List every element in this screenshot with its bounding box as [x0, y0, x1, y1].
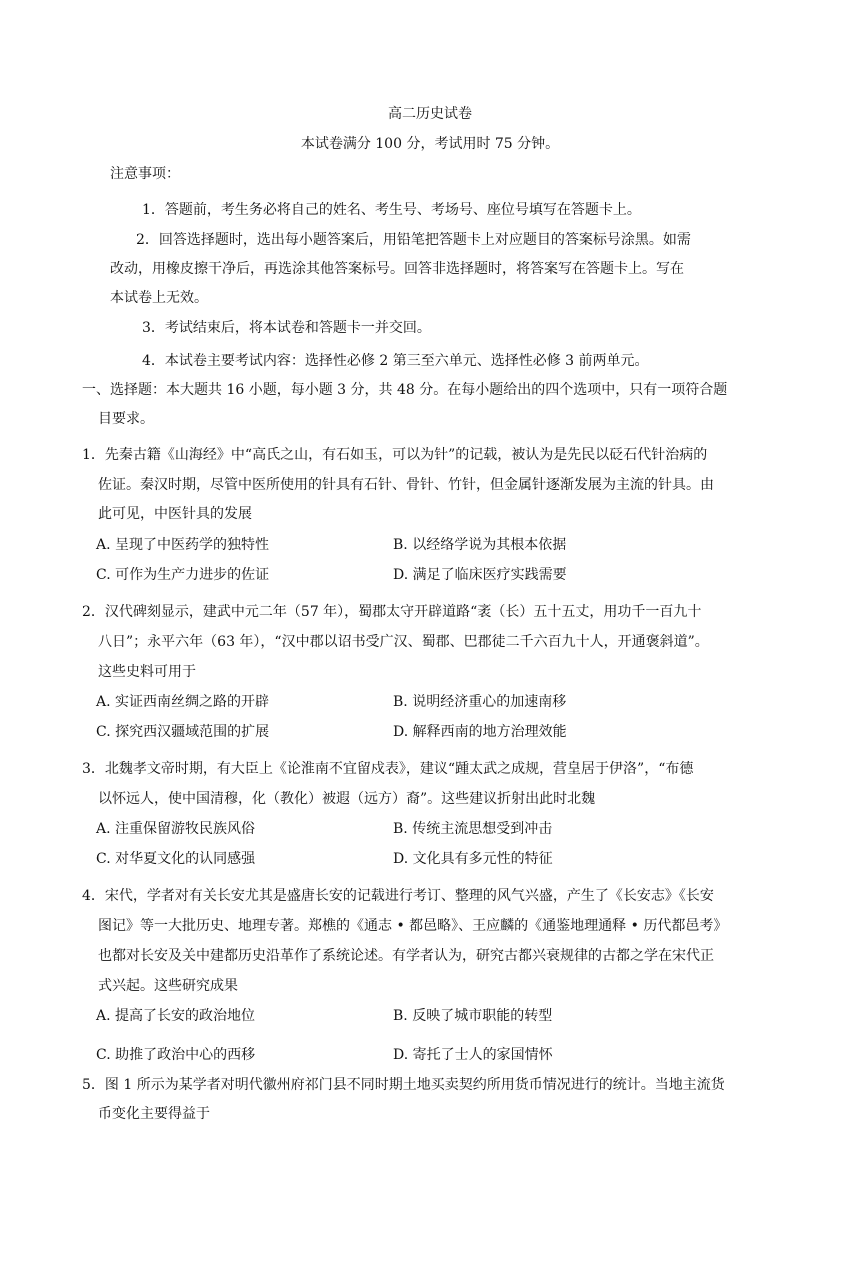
- notice-heading: 注意事项：: [110, 166, 180, 182]
- question-line: 4．宋代，学者对有关长安尤其是盛唐长安的记载进行考订、整理的风气兴盛，产生了《长安志》《长安: [82, 888, 714, 904]
- notice-item: 3．考试结束后，将本试卷和答题卡一并交回。: [142, 320, 431, 336]
- option-a: A. 实证西南丝绸之路的开辟: [96, 694, 270, 710]
- option-b: B. 说明经济重心的加速南移: [393, 694, 567, 710]
- option-c: C. 对华夏文化的认同感强: [96, 851, 256, 867]
- option-b: B. 反映了城市职能的转型: [393, 1008, 553, 1024]
- question-line: 图记》等一大批历史、地理专著。郑樵的《通志 • 都邑略》、王应麟的《通鉴地理通释 • 历代都邑考》: [98, 918, 728, 934]
- question-line: 此可见，中医针具的发展: [98, 506, 252, 522]
- notice-item: 2．回答选择题时，选出每小题答案后，用铅笔把答题卡上对应题目的答案标号涂黑。如需: [136, 232, 691, 248]
- option-c: C. 可作为生产力进步的佐证: [96, 567, 270, 583]
- option-a: A. 注重保留游牧民族风俗: [96, 821, 256, 837]
- page-subtitle: 本试卷满分 100 分，考试用时 75 分钟。: [300, 136, 560, 152]
- option-d: D. 满足了临床医疗实践需要: [393, 567, 567, 583]
- question-line: 八日”；永平六年（63 年），“汉中郡以诏书受广汉、蜀郡、巴郡徒二千六百九十人，开通褒斜道”。: [98, 634, 709, 650]
- question-line: 以怀远人，使中国清穆，化（教化）被遐（远方）裔”。这些建议折射出此时北魏: [98, 791, 596, 807]
- section-heading: 一、选择题：本大题共 16 小题，每小题 3 分，共 48 分。在每小题给出的四个选项中，只有一项符合题: [82, 382, 728, 398]
- question-line: 3．北魏孝文帝时期，有大臣上《论淮南不宜留戍表》，建议“踵太武之成规，营皇居于伊洛”，“布德: [82, 761, 694, 777]
- question-line: 式兴起。这些研究成果: [98, 978, 238, 994]
- notice-item: 本试卷上无效。: [110, 290, 208, 306]
- question-line: 也都对长安及关中建都历史沿革作了系统论述。有学者认为，研究古都兴衰规律的古都之学在宋代正: [98, 948, 714, 964]
- option-d: D. 文化具有多元性的特征: [393, 851, 553, 867]
- option-d: D. 寄托了士人的家国情怀: [393, 1047, 553, 1063]
- question-line: 币变化主要得益于: [98, 1106, 210, 1122]
- option-a: A. 提高了长安的政治地位: [96, 1008, 256, 1024]
- question-line: 5．图 1 所示为某学者对明代徽州府祁门县不同时期土地买卖契约所用货币情况进行的统计。当地主流货: [82, 1077, 725, 1093]
- option-c: C. 助推了政治中心的西移: [96, 1047, 256, 1063]
- notice-item: 改动，用橡皮擦干净后，再选涂其他答案标号。回答非选择题时，将答案写在答题卡上。写在: [110, 261, 684, 277]
- question-line: 1．先秦古籍《山海经》中“高氏之山，有石如玉，可以为针”的记载，被认为是先民以砭石代针治病的: [82, 447, 708, 463]
- option-c: C. 探究西汉疆域范围的扩展: [96, 724, 270, 740]
- question-line: 佐证。秦汉时期，尽管中医所使用的针具有石针、骨针、竹针，但金属针逐渐发展为主流的针具。由: [98, 477, 714, 493]
- page-title: 高二历史试卷: [388, 106, 472, 122]
- notice-item: 4．本试卷主要考试内容：选择性必修 2 第三至六单元、选择性必修 3 前两单元。: [142, 353, 649, 369]
- option-b: B. 传统主流思想受到冲击: [393, 821, 553, 837]
- question-line: 2．汉代碑刻显示，建武中元二年（57 年），蜀郡太守开辟道路“袤（长）五十五丈，用功千一百九十: [82, 604, 702, 620]
- question-line: 这些史料可用于: [98, 664, 196, 680]
- notice-item: 1．答题前，考生务必将自己的姓名、考生号、考场号、座位号填写在答题卡上。: [142, 202, 641, 218]
- option-d: D. 解释西南的地方治理效能: [393, 724, 567, 740]
- option-a: A. 呈现了中医药学的独特性: [96, 537, 270, 553]
- option-b: B. 以经络学说为其根本依据: [393, 537, 567, 553]
- section-heading: 目要求。: [98, 411, 154, 427]
